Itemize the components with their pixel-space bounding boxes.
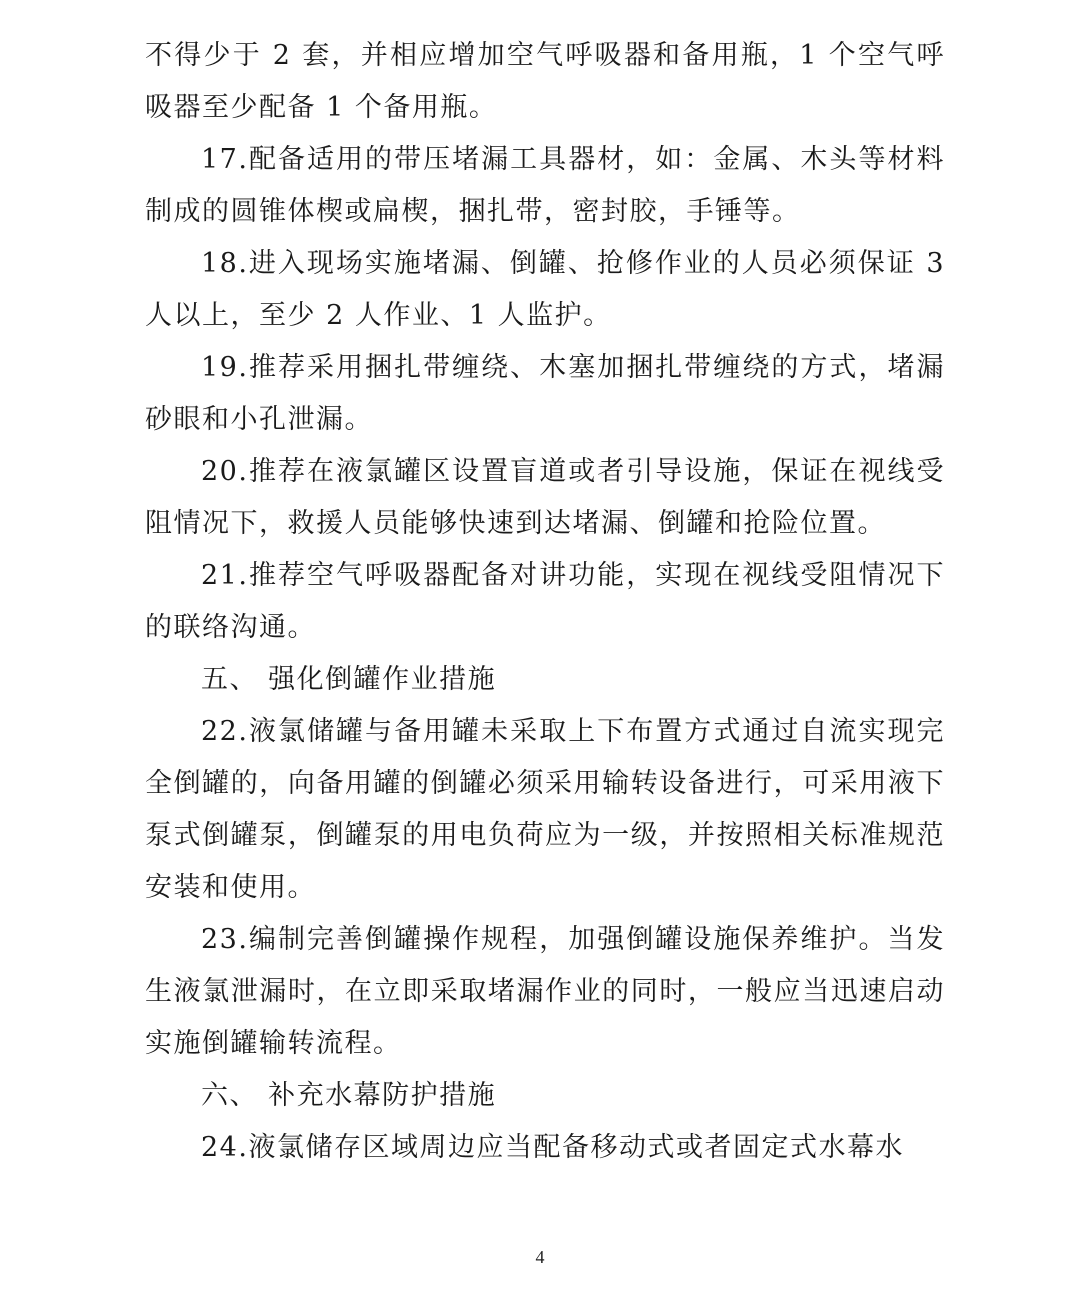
- paragraph-22: 22.液氯储罐与备用罐未采取上下布置方式通过自流实现完全倒罐的，向备用罐的倒罐必须采用输转设备进行，可采用液下泵式倒罐泵，倒罐泵的用电负荷应为一级，并按照相关标准规范安装和使用。: [145, 716, 945, 903]
- paragraph-17: 17.配备适用的带压堵漏工具器材，如：金属、木头等材料制成的圆锥体楔或扁楔，捆扎带，密封胶，手锤等。: [145, 144, 945, 227]
- paragraph-24: 24.液氯储存区域周边应当配备移动式或者固定式水幕水: [201, 1132, 904, 1163]
- page-number: 4: [535, 1247, 545, 1267]
- paragraph-20: 20.推荐在液氯罐区设置盲道或者引导设施，保证在视线受阻情况下，救援人员能够快速到达堵漏、倒罐和抢险位置。: [145, 456, 945, 539]
- paragraph-21: 21.推荐空气呼吸器配备对讲功能，实现在视线受阻情况下的联络沟通。: [145, 560, 945, 643]
- paragraph-19: 19.推荐采用捆扎带缠绕、木塞加捆扎带缠绕的方式，堵漏砂眼和小孔泄漏。: [145, 352, 945, 435]
- section-heading-6: 六、 补充水幕防护措施: [201, 1080, 497, 1111]
- section-heading-5: 五、 强化倒罐作业措施: [201, 664, 497, 695]
- paragraph-18: 18.进入现场实施堵漏、倒罐、抢修作业的人员必须保证 3 人以上，至少 2 人作业、1 人监护。: [145, 248, 945, 331]
- document-body: [145, 30, 945, 1174]
- paragraph-23: 23.编制完善倒罐操作规程，加强倒罐设施保养维护。当发生液氯泄漏时，在立即采取堵漏作业的同时，一般应当迅速启动实施倒罐输转流程。: [145, 924, 945, 1059]
- paragraph-16-continued: 不得少于 2 套，并相应增加空气呼吸器和备用瓶，1 个空气呼吸器至少配备 1 个备用瓶。: [145, 40, 945, 123]
